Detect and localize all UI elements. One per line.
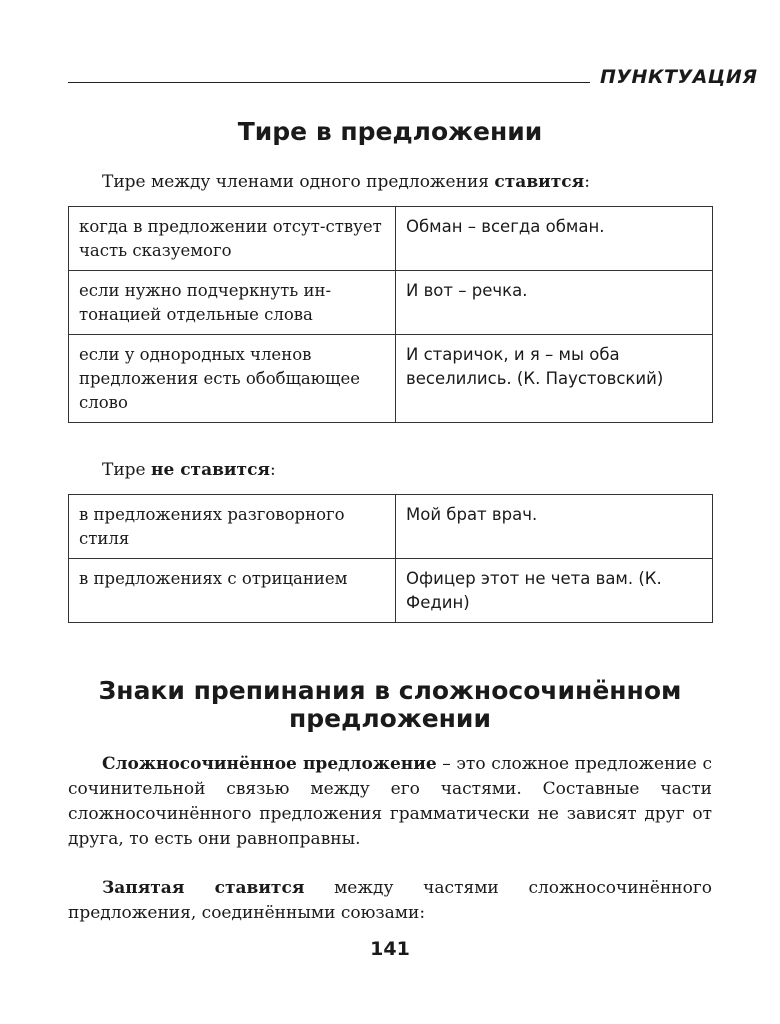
rule-example: Мой брат врач. — [396, 495, 713, 559]
rule-condition: если у однородных членов предложения есть обобщающее слово — [69, 335, 396, 423]
table-row — [69, 271, 713, 335]
no-dash-table — [68, 494, 713, 623]
comma-text: между частями сложносочинённого предложения, соединёнными союзами: — [68, 878, 712, 923]
page-number: 141 — [370, 938, 410, 960]
definition-text: – это сложное предложение с сочинительной связью между его частями. Составные части сложносочинённого предложения грамматически не зависят друг от друга, то есть они равноправны. — [68, 754, 712, 849]
definition-paragraph — [68, 752, 712, 852]
dash-intro — [102, 172, 590, 192]
comma-paragraph — [68, 876, 712, 926]
dash-intro-bold: ставится — [494, 172, 585, 192]
no-dash-suffix: : — [269, 460, 276, 480]
section-label: ПУНКТУАЦИЯ — [600, 66, 758, 88]
no-dash-intro — [102, 460, 276, 480]
table-row — [69, 335, 713, 423]
section-title-dash: Тире в предложении — [237, 117, 543, 146]
section-title-compound — [68, 677, 712, 733]
rule-example: Офицер этот не чета вам. (К. Федин) — [396, 559, 713, 623]
definition-term: Сложносочинённое предложение — [102, 754, 437, 774]
section-title-line2: предложении — [289, 704, 491, 733]
dash-rules-table — [68, 206, 713, 423]
table-row — [69, 495, 713, 559]
rule-example: Обман – всегда обман. — [396, 207, 713, 271]
rule-condition: в предложениях с отрицанием — [69, 559, 396, 623]
rule-condition: в предложениях разговорного стиля — [69, 495, 396, 559]
rule-condition: когда в предложении отсут-ствует часть сказуемого — [69, 207, 396, 271]
header-rule — [68, 82, 590, 83]
no-dash-bold: не ставится — [151, 460, 270, 480]
no-dash-prefix: Тире — [102, 460, 152, 480]
table-row — [69, 207, 713, 271]
dash-intro-suffix: : — [584, 172, 590, 192]
rule-condition: если нужно подчеркнуть ин-тонацией отдельные слова — [69, 271, 396, 335]
comma-bold: Запятая ставится — [102, 878, 305, 898]
dash-intro-prefix: Тире между членами одного предложения — [102, 172, 495, 192]
rule-example: И вот – речка. — [396, 271, 713, 335]
section-title-line1: Знаки препинания в сложносочинённом — [98, 676, 682, 705]
rule-example: И старичок, и я – мы оба веселились. (К. Паустовский) — [396, 335, 713, 423]
table-row — [69, 559, 713, 623]
